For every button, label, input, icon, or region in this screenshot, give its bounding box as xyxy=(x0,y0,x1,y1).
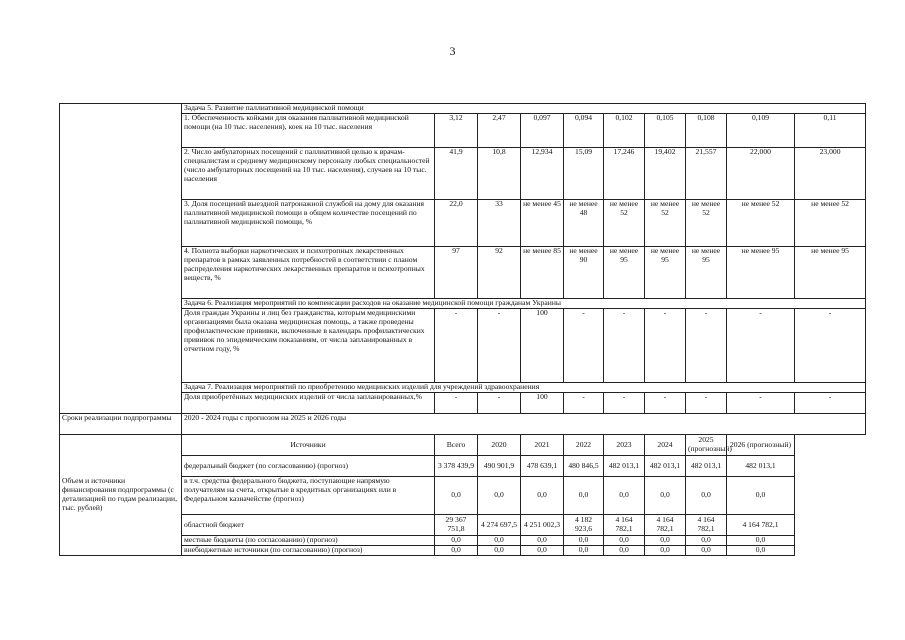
indicator-label: 2. Число амбулаторных посещений с паллиативной целью к врачам-специалистам и среднему медицинскому персоналу любых специальностей (число амбулаторных посещений на 10 тыс. населения), случаев на 10 тыс. населения xyxy=(182,148,435,200)
indicator-value: 10,8 xyxy=(478,148,521,200)
indicator-value: 22,000 xyxy=(727,148,795,200)
financing-value: 0,0 xyxy=(727,477,795,515)
financing-source: федеральный бюджет (по согласованию) (прогноз) xyxy=(182,456,435,477)
indicator-value: не менее 95 xyxy=(604,247,645,299)
financing-value: 482 013,1 xyxy=(727,456,795,477)
indicators-label-cell xyxy=(60,104,182,414)
indicator-value: - xyxy=(686,393,727,414)
indicator-value: не менее 48 xyxy=(564,200,604,247)
indicator-value: - xyxy=(727,393,795,414)
indicator-value: не менее 52 xyxy=(604,200,645,247)
indicator-value: не менее 95 xyxy=(795,247,866,299)
financing-header: 2022 xyxy=(564,435,604,456)
indicator-label: 3. Доля посещений выездной патронажной службой на дому для оказания паллиативной медицинской помощи в общем количестве посещений по паллиативной медицинской помощи, % xyxy=(182,200,435,247)
financing-value: 0,0 xyxy=(604,477,645,515)
indicator-label: 1. Обеспеченность койками для оказания паллиативной медицинской помощи (на 10 тыс. населения), коек на 10 тыс. населения xyxy=(182,114,435,148)
indicator-label: Доля граждан Украины и лиц без гражданства, которым медицинскими организациями была оказана медицинская помощь, а также проведены профилактические прививки, включенные в календарь профилактических прививок по эпидемическим показаниям, от числа запланированных в отчетном году, % xyxy=(182,309,435,383)
indicator-value: - xyxy=(478,393,521,414)
financing-header: 2023 xyxy=(604,435,645,456)
financing-value: 0,0 xyxy=(564,546,604,556)
indicator-value: - xyxy=(645,309,686,383)
financing-value: 482 013,1 xyxy=(604,456,645,477)
indicator-value: не менее 45 xyxy=(521,200,564,247)
financing-value: 480 846,5 xyxy=(564,456,604,477)
indicator-value: не менее 52 xyxy=(795,200,866,247)
indicator-value: 15,09 xyxy=(564,148,604,200)
financing-value: 4 164 782,1 xyxy=(604,515,645,536)
indicator-value: - xyxy=(686,309,727,383)
indicator-value: не менее 90 xyxy=(564,247,604,299)
indicator-value: - xyxy=(564,393,604,414)
indicator-value: 0,094 xyxy=(564,114,604,148)
financing-value: 4 182 923,6 xyxy=(564,515,604,536)
indicator-label: 4. Полнота выборки наркотических и психотропных лекарственных препаратов в рамках заявленных потребностей в соответствии с планом распределения наркотических лекарственных препаратов и психотропных веществ, % xyxy=(182,247,435,299)
indicator-value: 41,9 xyxy=(435,148,478,200)
period-value: 2020 - 2024 годы с прогнозом на 2025 и 2026 годы xyxy=(182,414,866,435)
indicator-value: 0,102 xyxy=(604,114,645,148)
financing-value: 482 013,1 xyxy=(645,456,686,477)
task-title: Задача 5. Развитие паллиативной медицинской помощи xyxy=(182,104,866,114)
financing-header: 2020 xyxy=(478,435,521,456)
indicator-value: 100 xyxy=(521,393,564,414)
financing-value: 3 378 439,9 xyxy=(435,456,478,477)
financing-value: 0,0 xyxy=(521,546,564,556)
indicator-value: не менее 95 xyxy=(727,247,795,299)
task-title: Задача 6. Реализация мероприятий по компенсации расходов на оказание медицинской помощи гражданам Украины xyxy=(182,299,866,309)
indicator-value: 0,097 xyxy=(521,114,564,148)
financing-value: 0,0 xyxy=(727,546,795,556)
indicator-value: не менее 52 xyxy=(686,200,727,247)
financing-value: 0,0 xyxy=(564,536,604,546)
financing-value: 0,0 xyxy=(604,536,645,546)
financing-value: 0,0 xyxy=(478,546,521,556)
indicator-value: 97 xyxy=(435,247,478,299)
indicator-value: не менее 52 xyxy=(645,200,686,247)
financing-value: 0,0 xyxy=(645,546,686,556)
indicator-value: - xyxy=(795,393,866,414)
indicator-value: - xyxy=(478,309,521,383)
financing-header-row xyxy=(60,435,866,456)
financing-value: 0,0 xyxy=(521,536,564,546)
indicator-value: не менее 52 xyxy=(727,200,795,247)
financing-source: в т.ч. средства федерального бюджета, поступающие напрямую получателям на счета, открытые в кредитных организациях или в Федеральном казначействе (прогноз) xyxy=(182,477,435,515)
financing-value: 0,0 xyxy=(686,477,727,515)
financing-value: 0,0 xyxy=(686,536,727,546)
financing-value: 0,0 xyxy=(435,536,478,546)
financing-source: местные бюджеты (по согласованию) (прогноз) xyxy=(182,536,435,546)
indicator-value: не менее 85 xyxy=(521,247,564,299)
financing-value: 0,0 xyxy=(604,546,645,556)
indicator-value: - xyxy=(564,309,604,383)
indicator-value: 0,105 xyxy=(645,114,686,148)
indicator-value: 33 xyxy=(478,200,521,247)
financing-value: 478 639,1 xyxy=(521,456,564,477)
financing-value: 490 901,9 xyxy=(478,456,521,477)
financing-header: Источники xyxy=(182,435,435,456)
indicator-value: - xyxy=(604,393,645,414)
financing-value: 4 164 782,1 xyxy=(686,515,727,536)
indicator-value: не менее 95 xyxy=(686,247,727,299)
indicator-value: 100 xyxy=(521,309,564,383)
indicator-value: 12,934 xyxy=(521,148,564,200)
indicator-value: 92 xyxy=(478,247,521,299)
indicator-value: 0,11 xyxy=(795,114,866,148)
subprogram-table xyxy=(59,103,866,556)
indicator-value: 3,12 xyxy=(435,114,478,148)
financing-value: 0,0 xyxy=(645,477,686,515)
indicator-value: 0,109 xyxy=(727,114,795,148)
financing-value: 0,0 xyxy=(564,477,604,515)
financing-value: 0,0 xyxy=(435,546,478,556)
indicator-value: 19,402 xyxy=(645,148,686,200)
indicator-value: - xyxy=(435,393,478,414)
financing-header: 2026 (прогнозный) xyxy=(727,435,795,456)
period-row xyxy=(60,414,866,435)
financing-header: Всего xyxy=(435,435,478,456)
financing-value: 4 274 697,5 xyxy=(478,515,521,536)
indicator-value: 22,0 xyxy=(435,200,478,247)
indicator-value: 17,246 xyxy=(604,148,645,200)
task-title: Задача 7. Реализация мероприятий по приобретению медицинских изделий для учреждений здравоохранения xyxy=(182,383,866,393)
financing-value: 0,0 xyxy=(521,477,564,515)
financing-value: 0,0 xyxy=(435,477,478,515)
financing-value: 4 164 782,1 xyxy=(727,515,795,536)
financing-header: 2025 (прогнозный) xyxy=(686,435,727,456)
indicator-value: - xyxy=(645,393,686,414)
indicator-value: - xyxy=(435,309,478,383)
page-number: 3 xyxy=(449,44,456,58)
indicator-value: не менее 95 xyxy=(645,247,686,299)
indicator-value: 2,47 xyxy=(478,114,521,148)
financing-value: 0,0 xyxy=(645,536,686,546)
financing-value: 0,0 xyxy=(686,546,727,556)
indicator-value: 0,108 xyxy=(686,114,727,148)
financing-header: 2021 xyxy=(521,435,564,456)
indicator-value: - xyxy=(604,309,645,383)
financing-value: 0,0 xyxy=(727,536,795,546)
financing-value: 29 367 751,8 xyxy=(435,515,478,536)
financing-header: 2024 xyxy=(645,435,686,456)
indicator-value: - xyxy=(727,309,795,383)
financing-value: 0,0 xyxy=(478,477,521,515)
indicator-value: - xyxy=(795,309,866,383)
indicator-value: 23,000 xyxy=(795,148,866,200)
financing-label: Объем и источники финансирования подпрограммы (с детализацией по годам реализации, тыс. рублей) xyxy=(60,435,182,556)
indicator-value: 21,557 xyxy=(686,148,727,200)
financing-value: 4 164 782,1 xyxy=(645,515,686,536)
indicator-label: Доля приобретённых медицинских изделий от числа запланированных,% xyxy=(182,393,435,414)
financing-source: внебюджетные источники (по согласованию) (прогноз) xyxy=(182,546,435,556)
task-title-row xyxy=(60,104,866,114)
financing-value: 4 251 002,3 xyxy=(521,515,564,536)
financing-value: 482 013,1 xyxy=(686,456,727,477)
period-label: Сроки реализации подпрограммы xyxy=(60,414,182,435)
financing-value: 0,0 xyxy=(478,536,521,546)
financing-source: областной бюджет xyxy=(182,515,435,536)
